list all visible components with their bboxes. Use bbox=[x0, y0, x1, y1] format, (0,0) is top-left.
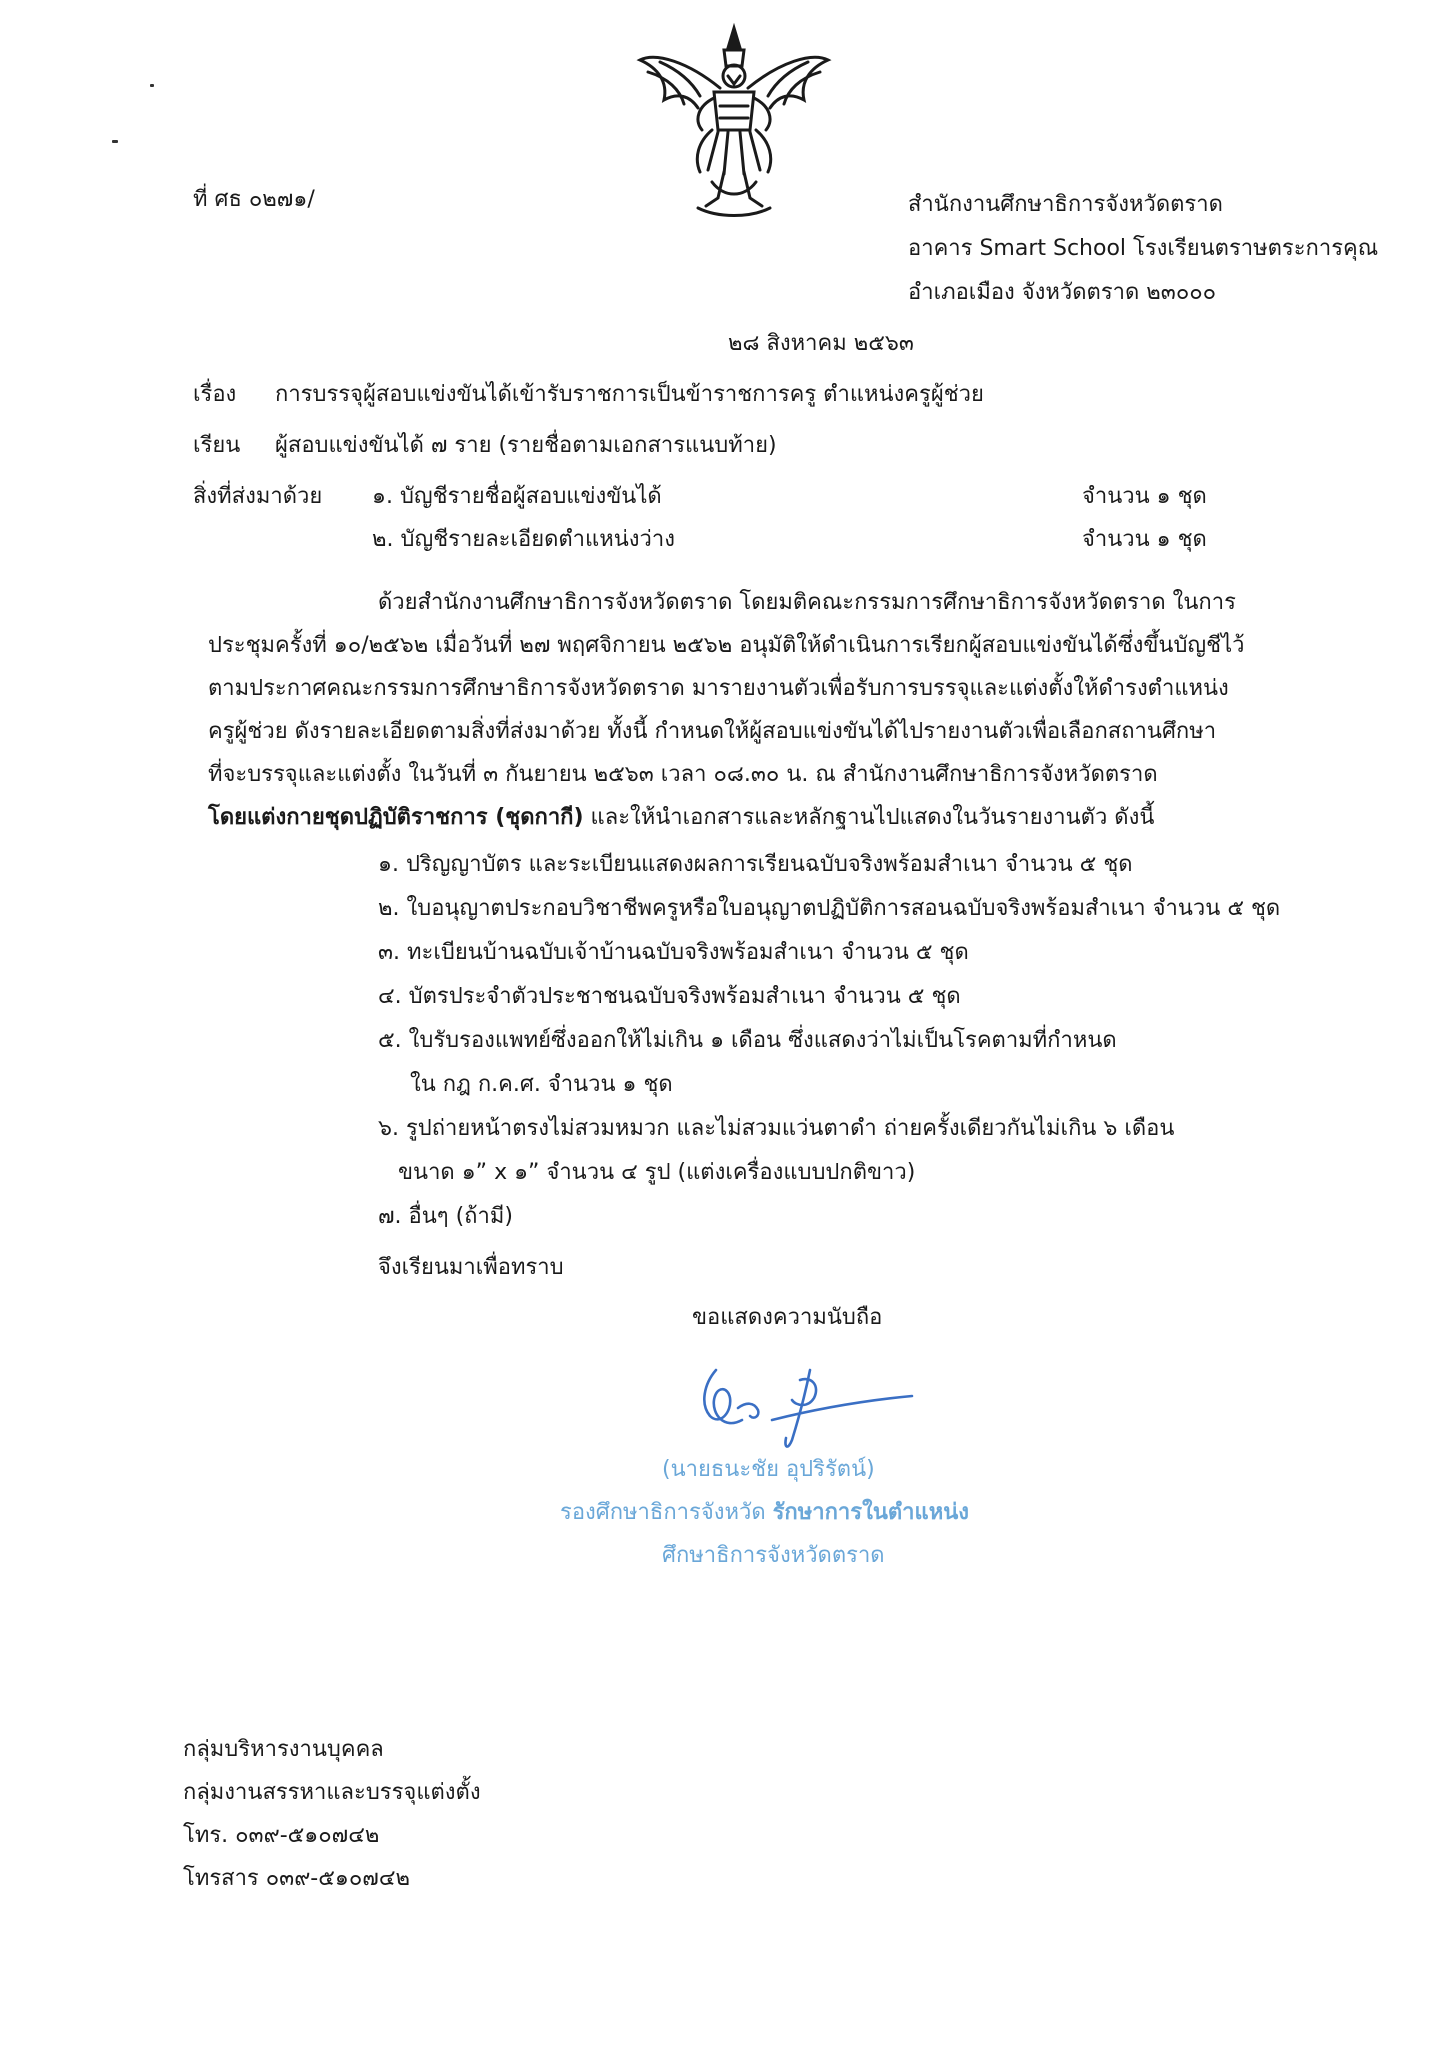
subject-label: เรื่อง bbox=[193, 382, 237, 407]
requirement-item-continuation: ขนาด ๑” x ๑” จำนวน ๔ รูป (แต่งเครื่องแบบปกติขาว) bbox=[398, 1160, 916, 1185]
sender-address-line-3: อำเภอเมือง จังหวัดตราด ๒๓๐๐๐ bbox=[908, 280, 1217, 305]
enclosures-label: สิ่งที่ส่งมาด้วย bbox=[193, 484, 323, 509]
footer-section: กลุ่มงานสรรหาและบรรจุแต่งตั้ง bbox=[183, 1780, 481, 1805]
signatory-position-line2: ศึกษาธิการจังหวัดตราด bbox=[662, 1543, 885, 1568]
recipient-text: ผู้สอบแข่งขันได้ ๗ ราย (รายชื่อตามเอกสารแนบท้าย) bbox=[275, 433, 777, 458]
subject-text: การบรรจุผู้สอบแข่งขันได้เข้ารับราชการเป็นข้าราชการครู ตำแหน่งครูผู้ช่วย bbox=[275, 382, 984, 407]
body-line: ประชุมครั้งที่ ๑๐/๒๕๖๒ เมื่อวันที่ ๒๗ พฤศจิกายน ๒๕๖๒ อนุมัติให้ดำเนินการเรียกผู้สอบแข่งขันได้ซึ่งขึ้นบัญชีไว้ bbox=[208, 633, 1245, 658]
body-line: ตามประกาศคณะกรรมการศึกษาธิการจังหวัดตราด มารายงานตัวเพื่อรับการบรรจุและแต่งตั้งให้ดำรงตำแหน่ง bbox=[208, 676, 1229, 701]
body-tail: และให้นำเอกสารและหลักฐานไปแสดงในวันรายงานตัว ดังนี้ bbox=[583, 805, 1155, 830]
requirement-item-continuation: ใน กฎ ก.ค.ศ. จำนวน ๑ ชุด bbox=[410, 1072, 673, 1097]
body-line: ด้วยสำนักงานศึกษาธิการจังหวัดตราด โดยมติคณะกรรมการศึกษาธิการจังหวัดตราด ในการ bbox=[378, 590, 1236, 615]
regards-line: ขอแสดงความนับถือ bbox=[692, 1305, 883, 1330]
enclosure-qty: จำนวน ๑ ชุด bbox=[1082, 527, 1207, 552]
requirement-item: ๑. ปริญญาบัตร และระเบียนแสดงผลการเรียนฉบับจริงพร้อมสำเนา จำนวน ๕ ชุด bbox=[378, 852, 1133, 877]
signatory-position bbox=[560, 1500, 969, 1526]
requirement-item: ๗. อื่นๆ (ถ้ามี) bbox=[378, 1204, 513, 1229]
recipient-label: เรียน bbox=[193, 433, 241, 458]
sender-address-line-2: อาคาร Smart School โรงเรียนตราษตระการคุณ bbox=[908, 236, 1379, 261]
requirement-item: ๖. รูปถ่ายหน้าตรงไม่สวมหมวก และไม่สวมแว่นตาดำ ถ่ายครั้งเดียวกันไม่เกิน ๖ เดือน bbox=[378, 1116, 1175, 1141]
handwritten-signature-icon bbox=[680, 1350, 920, 1460]
requirement-item: ๒. ใบอนุญาตประกอบวิชาชีพครูหรือใบอนุญาตปฏิบัติการสอนฉบับจริงพร้อมสำเนา จำนวน ๕ ชุด bbox=[378, 896, 1281, 921]
letter-date: ๒๘ สิงหาคม ๒๕๖๓ bbox=[728, 331, 914, 356]
scan-speck bbox=[150, 84, 154, 87]
garuda-emblem-icon bbox=[628, 22, 840, 222]
signatory-position-b: รักษาการในตำแหน่ง bbox=[772, 1500, 969, 1525]
body-line: ครูผู้ช่วย ดังรายละเอียดตามสิ่งที่ส่งมาด้วย ทั้งนี้ กำหนดให้ผู้สอบแข่งขันได้ไปรายงานตัวเพื่อเลือกสถานศึกษา bbox=[208, 719, 1217, 744]
requirement-item: ๕. ใบรับรองแพทย์ซึ่งออกให้ไม่เกิน ๑ เดือน ซึ่งแสดงว่าไม่เป็นโรคตามที่กำหนด bbox=[378, 1028, 1117, 1053]
footer-fax: โทรสาร ๐๓๙-๕๑๐๗๔๒ bbox=[183, 1866, 410, 1891]
reference-number: ที่ ศธ ๐๒๗๑/ bbox=[193, 187, 315, 212]
signatory-name: (นายธนะชัย อุปริรัตน์) bbox=[662, 1457, 875, 1482]
scan-speck bbox=[112, 140, 118, 143]
enclosure-qty: จำนวน ๑ ชุด bbox=[1082, 484, 1207, 509]
body-line: ที่จะบรรจุและแต่งตั้ง ในวันที่ ๓ กันยายน ๒๕๖๓ เวลา ๐๘.๓๐ น. ณ สำนักงานศึกษาธิการจังหวัดตราด bbox=[208, 762, 1158, 787]
footer-department: กลุ่มบริหารงานบุคคล bbox=[183, 1737, 384, 1762]
requirement-item: ๓. ทะเบียนบ้านฉบับเจ้าบ้านฉบับจริงพร้อมสำเนา จำนวน ๕ ชุด bbox=[378, 940, 969, 965]
body-line-dress-code bbox=[208, 805, 1154, 831]
footer-phone: โทร. ๐๓๙-๕๑๐๗๔๒ bbox=[183, 1823, 380, 1848]
enclosure-item: ๑. บัญชีรายชื่อผู้สอบแข่งขันได้ bbox=[372, 484, 662, 509]
requirement-item: ๔. บัตรประจำตัวประชาชนฉบับจริงพร้อมสำเนา จำนวน ๕ ชุด bbox=[378, 984, 961, 1009]
closing-line: จึงเรียนมาเพื่อทราบ bbox=[378, 1255, 564, 1280]
dress-code-bold: โดยแต่งกายชุดปฏิบัติราชการ (ชุดกากี) bbox=[208, 805, 584, 830]
signatory-position-a: รองศึกษาธิการจังหวัด bbox=[560, 1500, 766, 1525]
enclosure-item: ๒. บัญชีรายละเอียดตำแหน่งว่าง bbox=[372, 527, 675, 552]
sender-address-line-1: สำนักงานศึกษาธิการจังหวัดตราด bbox=[908, 192, 1223, 217]
